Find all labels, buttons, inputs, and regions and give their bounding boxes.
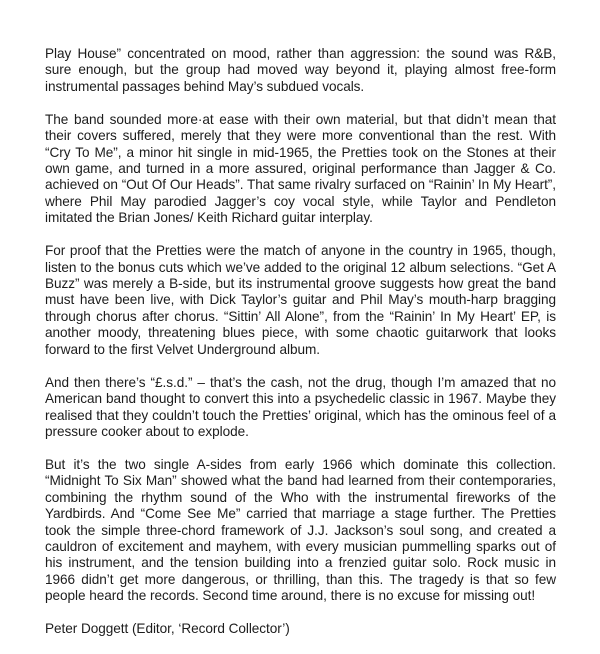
author-signature: Peter Doggett (Editor, ‘Record Collector’)	[45, 621, 290, 637]
paragraph-3: For proof that the Pretties were the match of anyone in the country in 1965, though, listen to the bonus cuts which we’ve added to the original 12 album selections. “Get A Buzz” was merely a B-side, but its instrumental groove suggests how great the band must have been live, with Dick Taylor’s guitar and Phil May’s mouth-harp bragging through chorus after chorus. “Sittin’ All Alone”, from the “Rainin’ In My Heart’ EP, is another moody, threatening blues piece, with some chaotic guitarwork that looks forward to the first Velvet Underground album.	[45, 243, 556, 357]
paragraph-5: But it’s the two single A-sides from early 1966 which dominate this collection. “Midnight To Six Man” showed what the band had learned from their contemporaries, combining the rhythm sound of the Who with the instrumental fireworks of the Yardbirds. And “Come See Me” carried that marriage a stage further. The Pretties took the simple three-chord framework of J.J. Jackson’s soul song, and created a cauldron of excitement and mayhem, with every musician pummelling sparks out of his instrument, and the tension building into a frenzied guitar solo. Rock music in 1966 didn’t get more dangerous, or thrilling, than this. The tragedy is that so few people heard the records. Second time around, there is no excuse for missing out!	[45, 456, 556, 604]
paragraph-1: Play House” concentrated on mood, rather than aggression: the sound was R&B, sure enough, but the group had moved way beyond it, playing almost free-form instrumental passages behind May’s subdued vocals.	[45, 46, 556, 94]
liner-notes-page	[45, 46, 556, 654]
paragraph-2: The band sounded more·at ease with their own material, but that didn’t mean that their covers suffered, merely that they were more conventional than the rest. With “Cry To Me”, a minor hit single in mid-1965, the Pretties took on the Stones at their own game, and turned in a more assured, original performance than Jagger & Co. achieved on “Out Of Our Heads”. That same rivalry surfaced on “Rainin’ In My Heart”, where Phil May parodied Jagger’s coy vocal style, while Taylor and Pendleton imitated the Brian Jones/ Keith Richard guitar interplay.	[45, 111, 556, 226]
paragraph-4: And then there’s “£.s.d.” – that’s the cash, not the drug, though I’m amazed that no American band thought to convert this into a psychedelic classic in 1967. Maybe they realised that they couldn’t touch the Pretties’ original, which has the ominous feel of a pressure cooker about to explode.	[45, 374, 556, 439]
